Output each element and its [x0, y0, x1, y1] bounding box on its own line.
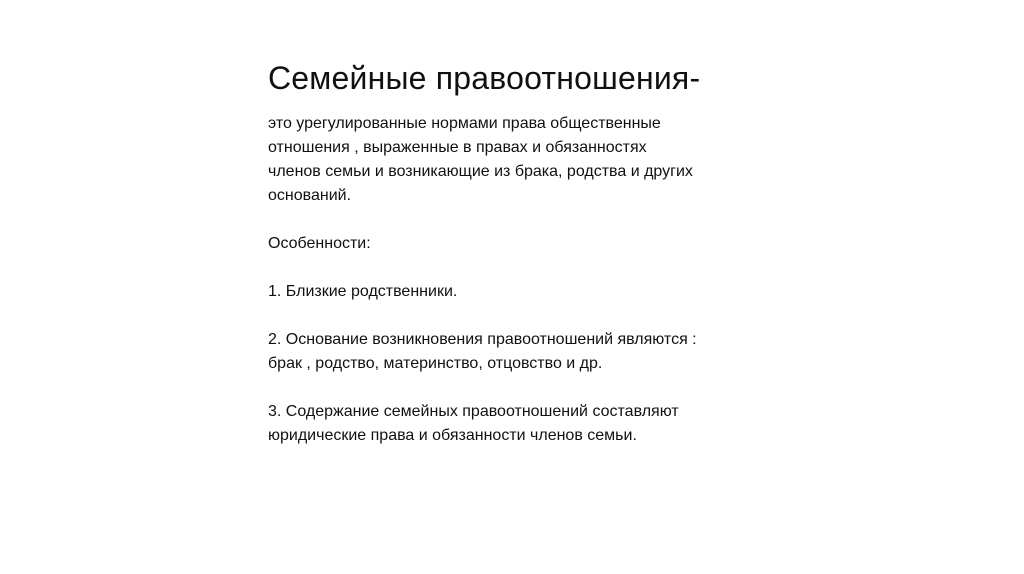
definition-line: членов семьи и возникающие из брака, родства и других — [268, 163, 693, 180]
feature-item-3-line: юридические права и обязанности членов семьи. — [268, 427, 637, 444]
feature-item-1: 1. Близкие родственники. — [268, 283, 458, 300]
spacer — [268, 256, 788, 280]
slide-content — [268, 56, 788, 448]
feature-item-3 — [268, 400, 788, 448]
spacer — [268, 376, 788, 400]
feature-item-3-line: 3. Содержание семейных правоотношений составляют — [268, 403, 679, 420]
slide-title: Семейные правоотношения- — [268, 60, 701, 96]
definition-line: это урегулированные нормами права общественные — [268, 115, 661, 132]
definition-line: оснований. — [268, 187, 352, 204]
features-heading: Особенности: — [268, 235, 371, 252]
definition-text — [268, 112, 788, 208]
feature-item-2-line: брак , родство, материнство, отцовство и др. — [268, 355, 603, 372]
feature-item-2 — [268, 328, 788, 376]
feature-item-2-line: 2. Основание возникновения правоотношений являются : — [268, 331, 697, 348]
spacer — [268, 208, 788, 232]
definition-line: отношения , выраженные в правах и обязанностях — [268, 139, 647, 156]
spacer — [268, 304, 788, 328]
